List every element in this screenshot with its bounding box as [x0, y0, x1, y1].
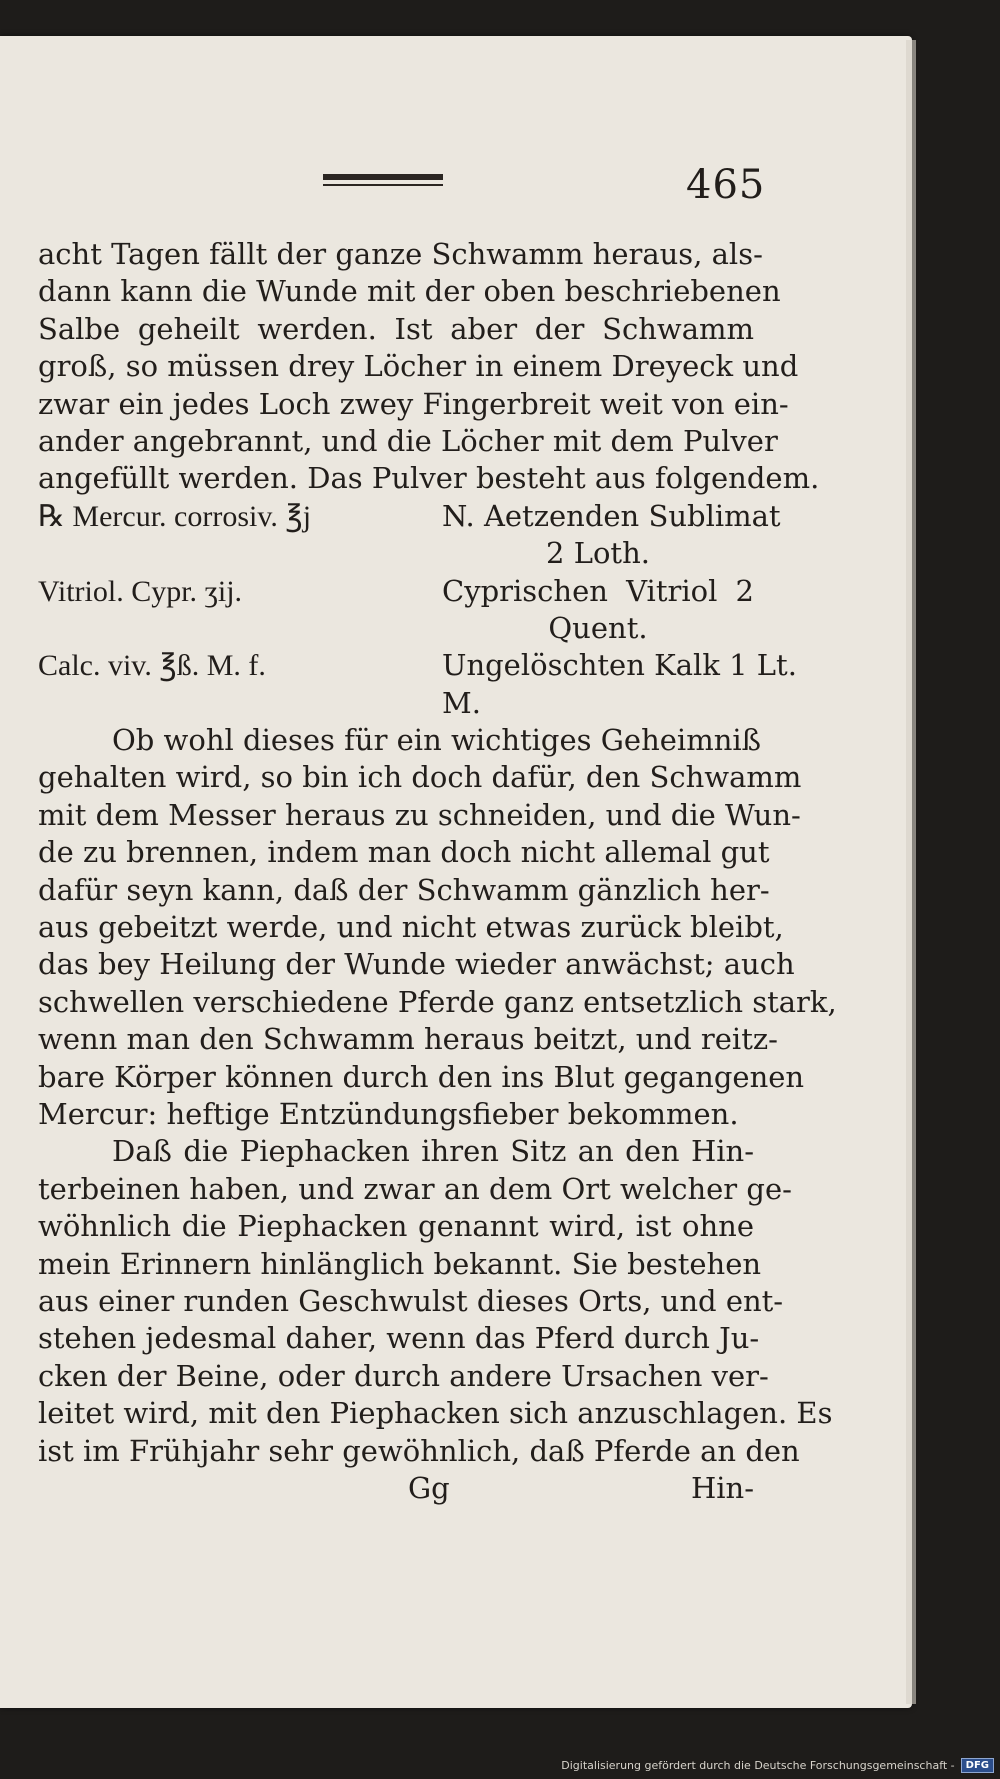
text-line: groß, so müssen drey Löcher in einem Dreyeck und [38, 349, 799, 384]
text-line: angefüllt werden. Das Pulver besteht aus folgendem. [38, 461, 820, 496]
text-line: wenn man den Schwamm heraus beitzt, und reitz- [38, 1022, 778, 1057]
dfg-logo: DFG [961, 1758, 994, 1773]
catchword: Hin- [690, 1470, 754, 1505]
text-line: aus gebeitzt werde, und nicht etwas zurück bleibt, [38, 910, 784, 945]
text-line: de zu brennen, indem man doch nicht allemal gut [38, 835, 770, 870]
digitization-credit [561, 1758, 994, 1773]
recipe-row [38, 573, 754, 610]
page-number: 465 [686, 162, 766, 208]
recipe-latin [38, 610, 442, 647]
text-line: ander angebrannt, und die Löcher mit dem Pulver [38, 423, 778, 458]
page-edge [906, 40, 916, 1704]
text-line: schwellen verschiedene Pferde ganz entsetzlich stark, [38, 984, 837, 1019]
recipe-row [38, 685, 754, 722]
text-line: stehen jedesmal daher, wenn das Pferd durch Ju- [38, 1321, 760, 1356]
recipe-row [38, 647, 797, 684]
recipe-latin [38, 685, 442, 722]
text-line: leitet wird, mit den Piephacken sich anzuschlagen. Es [38, 1396, 833, 1431]
text-line: zwar ein jedes Loch zwey Fingerbreit weit von ein- [38, 386, 789, 421]
text-line: mein Erinnern hinlänglich bekannt. Sie bestehen [38, 1246, 762, 1281]
recipe-german: N. Aetzenden Sublimat [442, 498, 781, 533]
recipe-latin: ℞ Mercur. corrosiv. ℥j [38, 499, 312, 533]
recipe-german: M. [442, 685, 481, 720]
text-line: Mercur: heftige Entzündungsfieber bekommen. [38, 1096, 739, 1131]
recipe-german: Ungelöschten Kalk 1 Lt. [442, 648, 797, 683]
text-line: dafür seyn kann, daß der Schwamm gänzlich her- [38, 872, 770, 907]
recipe-german: 2 Loth. [546, 536, 650, 571]
recipe-latin [38, 535, 442, 572]
header-rule [323, 174, 443, 180]
signature-mark: Gg [408, 1470, 450, 1505]
text-line: acht Tagen fällt der ganze Schwamm heraus, als- [38, 237, 763, 271]
recipe-row [38, 610, 754, 647]
text-line: dann kann die Wunde mit der oben beschriebenen [38, 274, 781, 309]
text-line: ist im Frühjahr sehr gewöhnlich, daß Pferde an den [38, 1433, 800, 1468]
text-line: Daß die Piephacken ihren Sitz an den Hin- [112, 1134, 754, 1169]
text-line: aus einer runden Geschwulst dieses Orts, und ent- [38, 1283, 784, 1318]
recipe-german: Cyprischen Vitriol 2 [442, 573, 754, 608]
credit-text: Digitalisierung gefördert durch die Deutsche Forschungsgemeinschaft - [561, 1759, 955, 1772]
text-line: das bey Heilung der Wunde wieder anwächst; auch [38, 947, 795, 982]
text-line: wöhnlich die Piephacken genannt wird, ist ohne [38, 1209, 754, 1244]
page-text [38, 236, 837, 1507]
recipe-latin: Calc. viv. ℥ß. M. f. [38, 649, 266, 683]
recipe-row [38, 535, 754, 572]
header-rule-thin [323, 184, 443, 186]
text-line: gehalten wird, so bin ich doch dafür, den Schwamm [38, 760, 802, 795]
recipe-row [38, 498, 781, 535]
recipe-german: Quent. [548, 610, 648, 645]
page-footer-line [38, 1470, 754, 1507]
text-line: Salbe geheilt werden. Ist aber der Schwamm [38, 311, 754, 346]
text-line: cken der Beine, oder durch andere Ursachen ver- [38, 1358, 769, 1393]
text-line: Ob wohl dieses für ein wichtiges Geheimniß [112, 723, 762, 758]
text-line: bare Körper können durch den ins Blut gegangenen [38, 1059, 805, 1094]
text-line: mit dem Messer heraus zu schneiden, und die Wun- [38, 797, 801, 832]
text-line: terbeinen haben, und zwar an dem Ort welcher ge- [38, 1171, 792, 1206]
recipe-latin: Vitriol. Cypr. ʒij. [38, 574, 243, 608]
